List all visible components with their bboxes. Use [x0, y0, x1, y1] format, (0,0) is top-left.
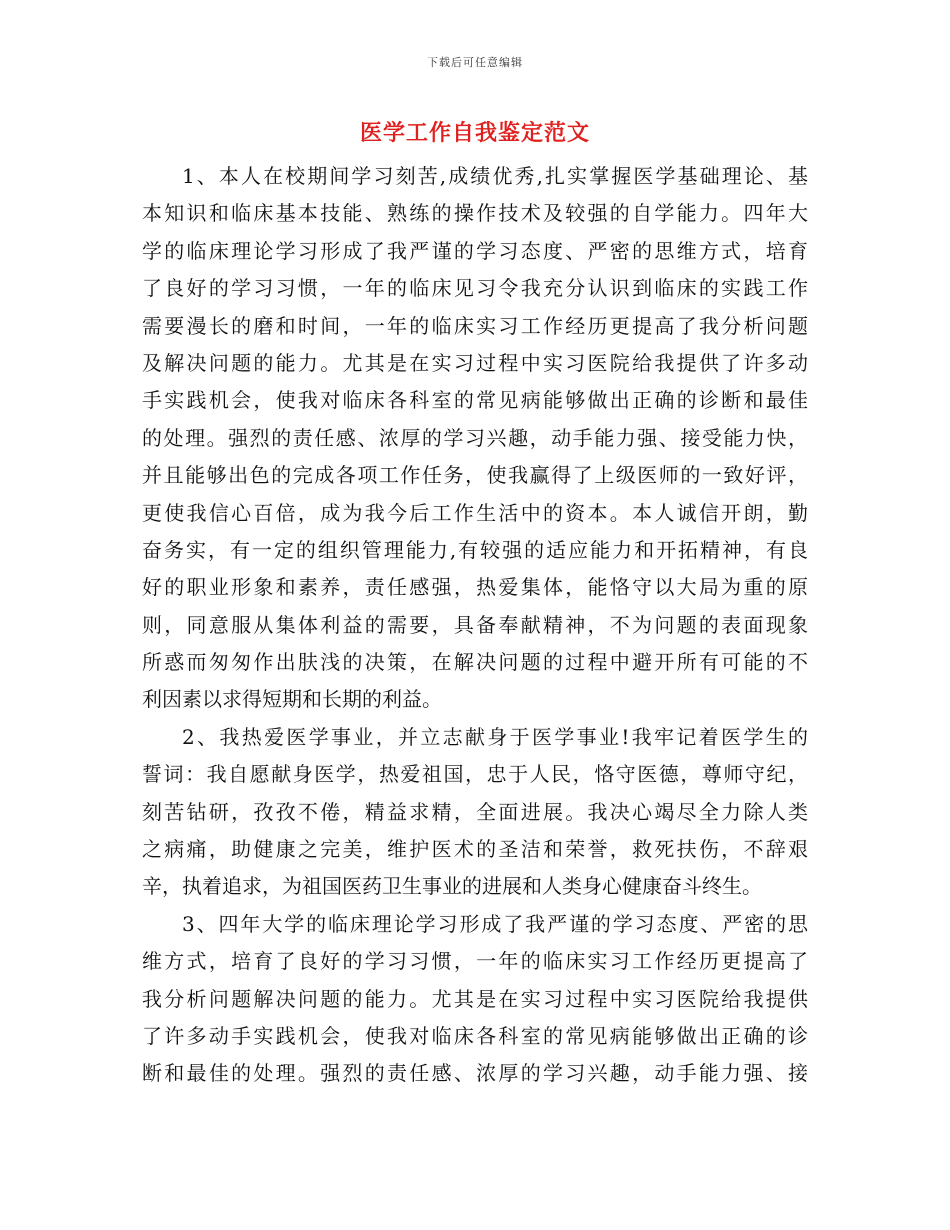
- document-body: [142, 158, 808, 1093]
- text-line: 好的职业形象和素养，责任感强，热爱集体，能恪守以大局为重的原: [142, 575, 808, 600]
- text-line: 1、本人在校期间学习刻苦,成绩优秀,扎实掌握医学基础理论、基: [182, 164, 808, 188]
- text-line: 3、四年大学的临床理论学习形成了我严谨的学习态度、严密的思: [182, 911, 808, 936]
- text-line: 所惑而匆匆作出肤浅的决策，在解决问题的过程中避开所有可能的不: [142, 650, 808, 675]
- text-line: 则，同意服从集体利益的需要，具备奉献精神，不为问题的表面现象: [142, 612, 808, 637]
- text-line: 维方式，培育了良好的学习习惯，一年的临床实习工作经历更提高了: [142, 949, 808, 974]
- text-line: 2、我热爱医学事业，并立志献身于医学事业!我牢记着医学生的: [182, 724, 808, 749]
- paragraph-3: [142, 906, 808, 1093]
- text-line: 手实践机会，使我对临床各科室的常见病能够做出正确的诊断和最佳: [142, 388, 808, 413]
- paragraph-2: [142, 719, 808, 906]
- text-line: 需要漫长的磨和时间，一年的临床实习工作经历更提高了我分析问题: [142, 313, 808, 338]
- text-line: 本知识和临床基本技能、熟练的操作技术及较强的自学能力。四年大: [142, 201, 808, 226]
- text-line: 了许多动手实践机会，使我对临床各科室的常见病能够做出正确的诊: [142, 1023, 808, 1048]
- text-line: 学的临床理论学习形成了我严谨的学习态度、严密的思维方式，培育: [142, 238, 808, 263]
- text-line: 并且能够出色的完成各项工作任务，使我赢得了上级医师的一致好评，: [142, 463, 808, 488]
- text-line: 我分析问题解决问题的能力。尤其是在实习过程中实习医院给我提供: [142, 986, 808, 1011]
- text-line: 更使我信心百倍，成为我今后工作生活中的资本。本人诚信开朗，勤: [142, 500, 808, 525]
- header-note: 下载后可任意编辑: [427, 56, 523, 69]
- text-line: 刻苦钻研，孜孜不倦，精益求精，全面进展。我决心竭尽全力除人类: [142, 799, 808, 824]
- text-line: 誓词：我自愿献身医学，热爱祖国，忠于人民，恪守医德，尊师守纪，: [142, 762, 808, 787]
- text-line: 辛，执着追求，为祖国医药卫生事业的进展和人类身心健康奋斗终生。: [142, 874, 762, 899]
- document-title: 医学工作自我鉴定范文: [359, 120, 590, 146]
- text-line: 的处理。强烈的责任感、浓厚的学习兴趣，动手能力强、接受能力快，: [142, 425, 808, 450]
- paragraph-1: [142, 158, 808, 719]
- text-line: 奋务实，有一定的组织管理能力,有较强的适应能力和开拓精神，有良: [142, 537, 808, 562]
- text-line: 之病痛，助健康之完美，维护医术的圣洁和荣誉，救死扶伤，不辞艰: [142, 837, 808, 862]
- text-line: 了良好的学习习惯，一年的临床见习令我充分认识到临床的实践工作: [142, 276, 808, 301]
- text-line: 利因素以求得短期和长期的利益。: [142, 687, 442, 712]
- text-line: 及解决问题的能力。尤其是在实习过程中实习医院给我提供了许多动: [142, 350, 808, 375]
- text-line: 断和最佳的处理。强烈的责任感、浓厚的学习兴趣，动手能力强、接: [142, 1061, 808, 1086]
